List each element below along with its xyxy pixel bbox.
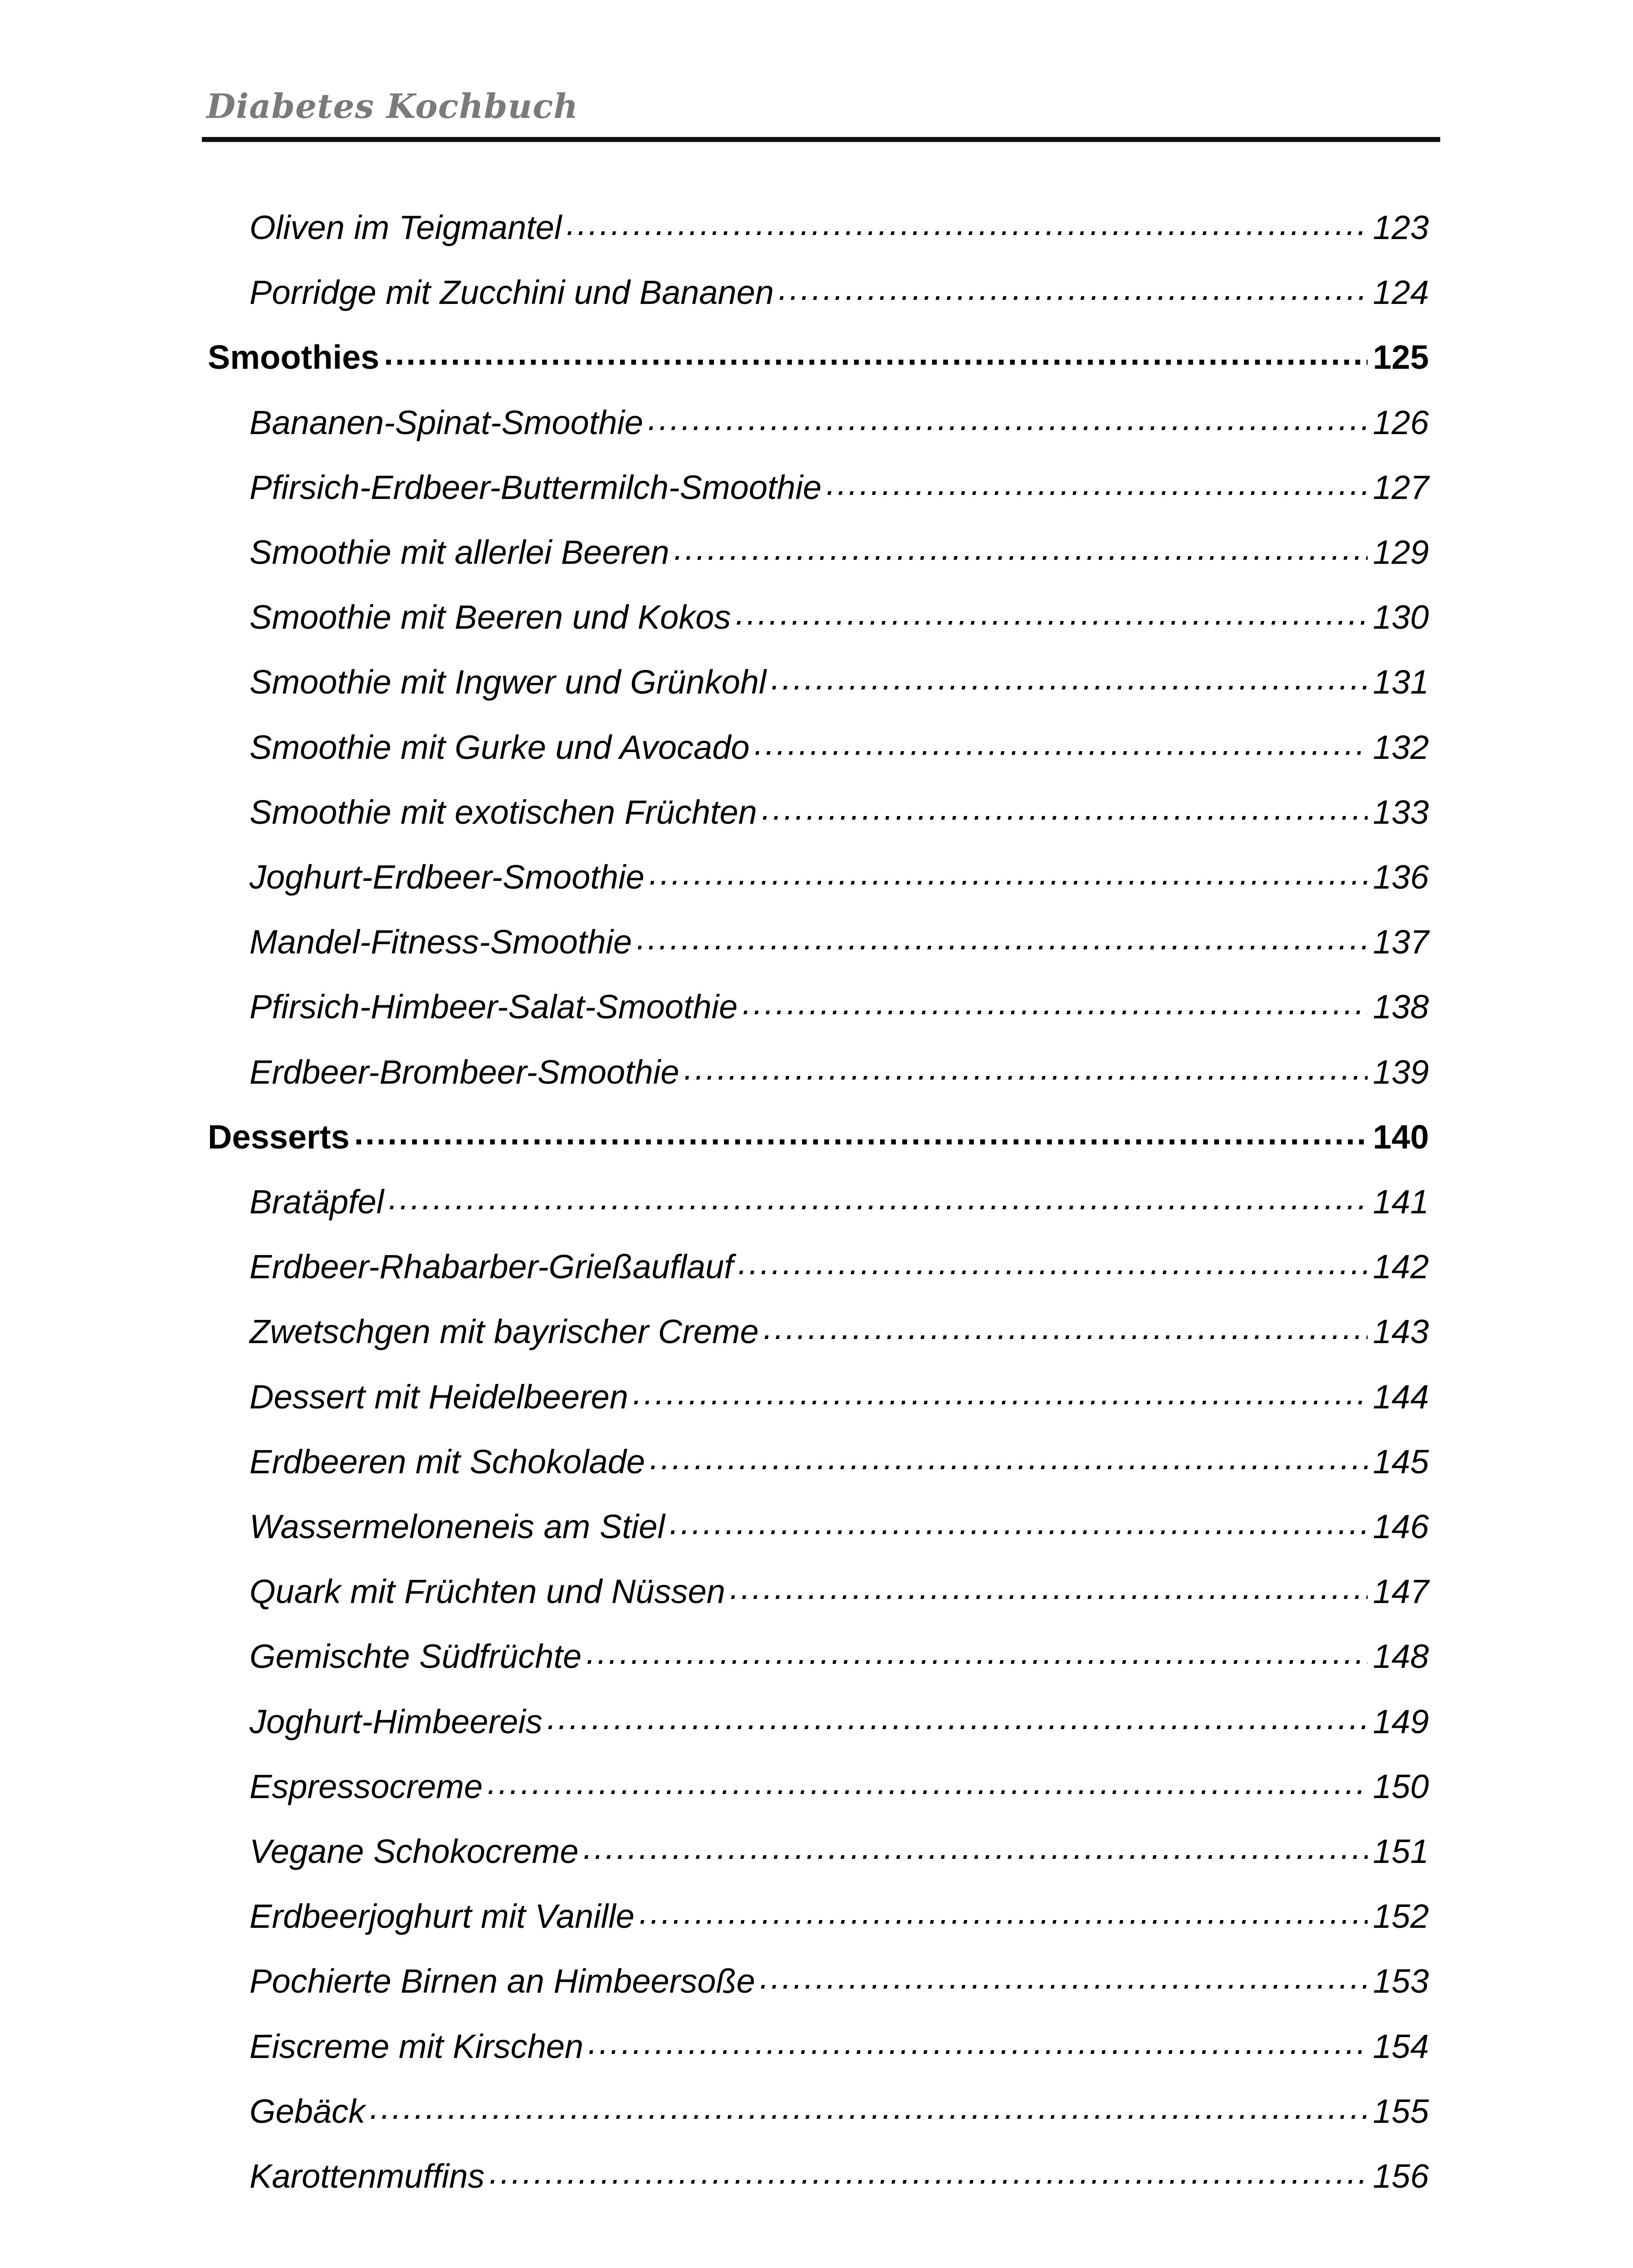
- toc-entry-title: Gemischte Südfrüchte: [249, 1637, 582, 1675]
- toc-dot-leader: [547, 1699, 1368, 1745]
- toc-entry: [249, 1439, 1429, 1485]
- toc-entry: [249, 1179, 1429, 1225]
- toc-entry-title: Espressocreme: [249, 1768, 483, 1805]
- toc-entry-page-number: 151: [1373, 1833, 1429, 1870]
- toc-dot-leader: [648, 400, 1368, 445]
- toc-entry-title: Joghurt-Erdbeer-Smoothie: [249, 858, 645, 896]
- toc-dot-leader: [388, 1179, 1367, 1225]
- toc-entry-page-number: 129: [1373, 533, 1429, 571]
- toc-entry-page-number: 150: [1373, 1768, 1429, 1805]
- toc-entry: [249, 1764, 1429, 1809]
- toc-dot-leader: [735, 595, 1367, 640]
- toc-entry-page-number: 147: [1373, 1573, 1429, 1610]
- toc-entry-page-number: 137: [1373, 923, 1429, 961]
- toc-dot-leader: [354, 1114, 1368, 1160]
- toc-dot-leader: [778, 270, 1368, 315]
- toc-entry: [249, 270, 1429, 315]
- toc-entry-title: Porridge mit Zucchini und Bananen: [249, 274, 774, 311]
- toc-entry-title: Dessert mit Heidelbeeren: [249, 1378, 628, 1416]
- toc-entry-page-number: 126: [1373, 404, 1429, 441]
- toc-entry-title: Bananen-Spinat-Smoothie: [249, 404, 644, 441]
- toc-entry-title: Erdbeerjoghurt mit Vanille: [249, 1897, 635, 1935]
- toc-entry-page-number: 138: [1373, 988, 1429, 1026]
- toc-entry: [249, 1699, 1429, 1745]
- toc-entry: [249, 1894, 1429, 1939]
- toc-entry: [249, 2024, 1429, 2069]
- toc-dot-leader: [670, 1504, 1368, 1549]
- toc-entry: [249, 2154, 1429, 2199]
- toc-entry: [249, 400, 1429, 445]
- running-header-title: Diabetes Kochbuch: [206, 87, 579, 126]
- toc-entry: [249, 1374, 1429, 1420]
- toc-entry: [249, 1634, 1429, 1679]
- toc-dot-leader: [650, 1439, 1367, 1485]
- toc-entry: [249, 1829, 1429, 1874]
- toc-entry-title: Smoothie mit allerlei Beeren: [249, 533, 670, 571]
- toc-dot-leader: [762, 790, 1368, 835]
- toc-entry-page-number: 156: [1373, 2157, 1429, 2195]
- toc-entry-page-number: 149: [1373, 1703, 1429, 1740]
- toc-entry-title: Gebäck: [249, 2092, 366, 2130]
- toc-dot-leader: [588, 2024, 1367, 2069]
- toc-entry-title: Erdbeer-Rhabarber-Grießauflauf: [249, 1248, 733, 1286]
- toc-entry: [249, 1050, 1429, 1095]
- toc-entry-title: Wassermeloneneis am Stiel: [249, 1508, 665, 1545]
- toc-entry-page-number: 142: [1373, 1248, 1429, 1286]
- toc-entry: [249, 919, 1429, 965]
- toc-entry-page-number: 136: [1373, 858, 1429, 896]
- toc-dot-leader: [771, 660, 1367, 705]
- toc-dot-leader: [489, 2154, 1367, 2199]
- toc-entry: [249, 1309, 1429, 1354]
- toc-entry-page-number: 125: [1373, 338, 1429, 376]
- toc-dot-leader: [742, 984, 1367, 1030]
- toc-entry-page-number: 124: [1373, 274, 1429, 311]
- toc-dot-leader: [649, 855, 1368, 900]
- toc-entry-page-number: 146: [1373, 1508, 1429, 1545]
- toc-entry-page-number: 148: [1373, 1637, 1429, 1675]
- toc-entry-page-number: 154: [1373, 2028, 1429, 2065]
- toc-dot-leader: [636, 919, 1367, 965]
- toc-dot-leader: [639, 1894, 1368, 1939]
- toc-entry-title: Erdbeeren mit Schokolade: [249, 1443, 645, 1481]
- toc-entry-title: Smoothie mit exotischen Früchten: [249, 793, 757, 831]
- toc-entry-title: Smoothie mit Gurke und Avocado: [249, 728, 750, 766]
- toc-entry-title: Pfirsich-Himbeer-Salat-Smoothie: [249, 988, 738, 1026]
- toc-section-entry: [208, 1114, 1429, 1160]
- toc-entry-title: Karottenmuffins: [249, 2157, 485, 2195]
- toc-entry-page-number: 152: [1373, 1897, 1429, 1935]
- toc-dot-leader: [738, 1244, 1368, 1290]
- toc-entry-title: Eiscreme mit Kirschen: [249, 2028, 584, 2065]
- toc-dot-leader: [763, 1309, 1368, 1354]
- toc-entry-page-number: 127: [1373, 469, 1429, 506]
- header-rule: [202, 137, 1440, 142]
- toc-entry-title: Desserts: [208, 1118, 350, 1156]
- toc-entry: [249, 790, 1429, 835]
- toc-entry-title: Joghurt-Himbeereis: [249, 1703, 543, 1740]
- toc-entry: [249, 1504, 1429, 1549]
- toc-entry-title: Quark mit Früchten und Nüssen: [249, 1573, 725, 1610]
- toc-entry-page-number: 133: [1373, 793, 1429, 831]
- toc-entry-page-number: 155: [1373, 2092, 1429, 2130]
- toc-dot-leader: [730, 1569, 1368, 1614]
- toc-entry-title: Smoothie mit Ingwer und Grünkohl: [249, 663, 767, 701]
- toc-entry: [249, 530, 1429, 575]
- toc-dot-leader: [754, 725, 1367, 770]
- toc-entry-page-number: 145: [1373, 1443, 1429, 1481]
- toc-entry-title: Pochierte Birnen an Himbeersoße: [249, 1962, 755, 2000]
- toc-entry: [249, 1244, 1429, 1290]
- toc-entry-title: Oliven im Teigmantel: [249, 209, 562, 246]
- toc-dot-leader: [583, 1829, 1367, 1874]
- toc-entry: [249, 2089, 1429, 2134]
- toc-dot-leader: [826, 465, 1367, 510]
- toc-dot-leader: [674, 530, 1367, 575]
- toc-entry: [249, 725, 1429, 770]
- toc-entry: [249, 984, 1429, 1030]
- toc-entry-page-number: 143: [1373, 1313, 1429, 1350]
- toc-entry-page-number: 144: [1373, 1378, 1429, 1416]
- toc-entry-title: Erdbeer-Brombeer-Smoothie: [249, 1053, 680, 1091]
- toc-entry: [249, 465, 1429, 510]
- toc-entry: [249, 660, 1429, 705]
- toc-entry: [249, 205, 1429, 250]
- toc-entry-title: Smoothies: [208, 338, 380, 376]
- toc-dot-leader: [384, 335, 1367, 380]
- toc-entry: [249, 1569, 1429, 1614]
- toc-entry-title: Vegane Schokocreme: [249, 1833, 579, 1870]
- toc-entry-page-number: 139: [1373, 1053, 1429, 1091]
- toc-entry: [249, 855, 1429, 900]
- toc-entry-title: Bratäpfel: [249, 1183, 384, 1221]
- toc-entry-page-number: 141: [1373, 1183, 1429, 1221]
- toc-entry-page-number: 153: [1373, 1962, 1429, 2000]
- toc-dot-leader: [566, 205, 1367, 250]
- toc-entry-title: Zwetschgen mit bayrischer Creme: [249, 1313, 759, 1350]
- toc-entry-page-number: 123: [1373, 209, 1429, 246]
- toc-entry-page-number: 132: [1373, 728, 1429, 766]
- toc-dot-leader: [684, 1050, 1367, 1095]
- toc-dot-leader: [760, 1959, 1368, 2004]
- toc-entry: [249, 595, 1429, 640]
- toc-entry-title: Pfirsich-Erdbeer-Buttermilch-Smoothie: [249, 469, 822, 506]
- toc-entry-title: Smoothie mit Beeren und Kokos: [249, 598, 731, 636]
- toc-entry-page-number: 140: [1373, 1118, 1429, 1156]
- toc-dot-leader: [370, 2089, 1368, 2134]
- toc-dot-leader: [487, 1764, 1367, 1809]
- toc-dot-leader: [586, 1634, 1367, 1679]
- toc-entry-page-number: 131: [1373, 663, 1429, 701]
- toc-section-entry: [208, 335, 1429, 380]
- toc-dot-leader: [633, 1374, 1368, 1420]
- toc-entry-page-number: 130: [1373, 598, 1429, 636]
- toc-entry-title: Mandel-Fitness-Smoothie: [249, 923, 632, 961]
- toc-entry: [249, 1959, 1429, 2004]
